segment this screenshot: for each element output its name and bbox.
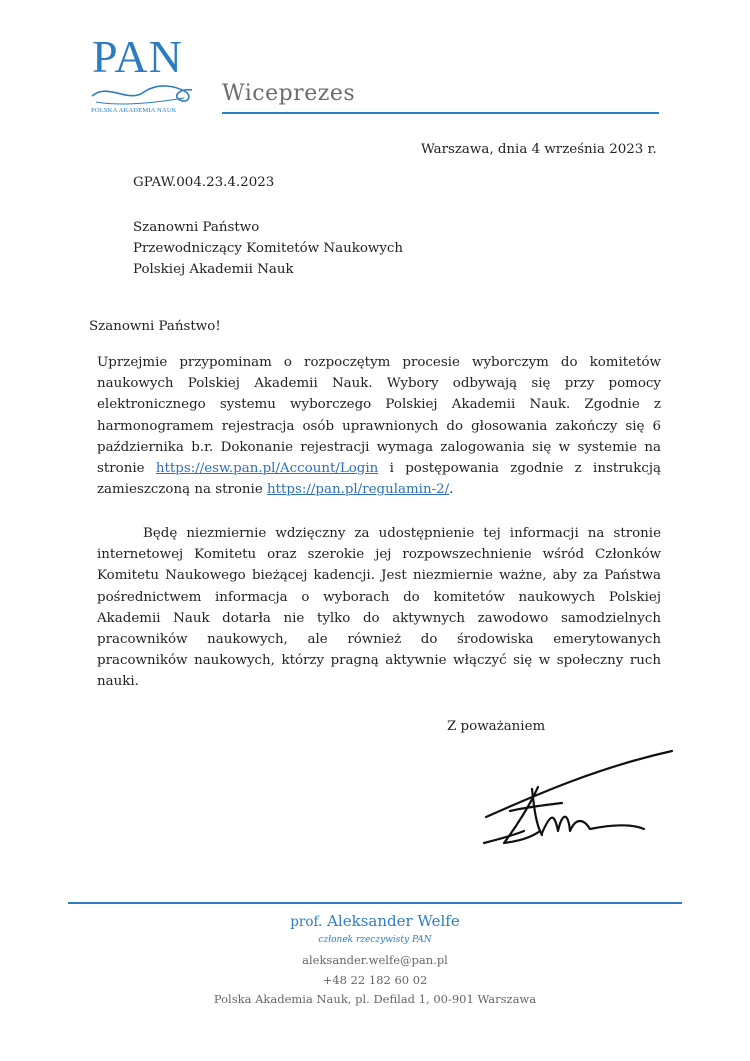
contact-email[interactable]: aleksander.welfe@pan.pl <box>302 953 448 967</box>
header-divider <box>222 112 659 114</box>
handwritten-signature <box>480 745 680 855</box>
paragraph-1-text: Uprzejmie przypominam o rozpoczętym procesie wyborczym do komitetów naukowych Polskiej Akademii Nauk. Wybory odbywają się przy pomocy elektronicznego systemu wyborczego Polskiej Akademii Nauk. Zgodnie z harmonogramem rejestracja osób uprawnionych do głosowania zakończy się 6 października b.r. Dokonanie rejestracji wymaga zalogowania się w systemie na stronie <box>97 355 661 477</box>
salutation: Szanowni Państwo! <box>89 319 221 334</box>
footer-divider <box>68 902 682 904</box>
reference-number: GPAW.004.23.4.2023 <box>133 175 275 190</box>
pan-logo <box>88 31 198 118</box>
addressee-line: Przewodniczący Komitetów Naukowych <box>133 241 404 256</box>
signatory-name <box>0 912 750 930</box>
letter-date: Warszawa, dnia 4 września 2023 r. <box>421 142 657 157</box>
academic-title: prof. <box>290 914 323 930</box>
closing-phrase: Z poważaniem <box>447 719 546 734</box>
paragraph-1-text: i postępowania zgodnie z instrukcją zamieszczoną na stronie <box>97 461 661 498</box>
paragraph-1 <box>97 352 661 500</box>
addressee-block <box>133 217 403 280</box>
addressee-line: Polskiej Akademii Nauk <box>133 262 294 277</box>
paragraph-1-text: . <box>449 482 454 498</box>
contact-address: Polska Akademia Nauk, pl. Defilad 1, 00-901 Warszawa <box>213 992 537 1006</box>
logo-wordmark: PAN <box>92 31 183 82</box>
office-title: Wiceprezes <box>222 81 356 106</box>
logo-ribbon-icon <box>88 78 198 108</box>
signatory-full-name: Aleksander Welfe <box>327 912 460 930</box>
addressee-line: Szanowni Państwo <box>133 220 260 235</box>
regulamin-link[interactable]: https://pan.pl/regulamin-2/ <box>267 482 450 498</box>
logo-subtitle: POLSKA AKADEMIA NAUK <box>91 107 177 114</box>
paragraph-2: Będę niezmiernie wdzięczny za udostępnienie tej informacji na stronie internetowej Komitetu oraz szerokie jej rozpowszechnienie wśród Członków Komitetu Naukowego bieżącej kadencji. Jest niezmiernie ważne, aby za Państwa pośrednictwem informacja o wyborach do komitetów naukowych Polskiej Akademii Nauk dotarła nie tylko do aktywnych zawodowo samodzielnych pracowników naukowych, ale również do środowiska emerytowanych pracowników naukowych, którzy pragną aktywnie włączyć się w społeczny ruch nauki. <box>97 526 661 690</box>
contact-phone: +48 22 182 60 02 <box>322 973 428 987</box>
signatory-position: członek rzeczywisty PAN <box>318 935 432 945</box>
esw-login-link[interactable]: https://esw.pan.pl/Account/Login <box>155 461 379 477</box>
